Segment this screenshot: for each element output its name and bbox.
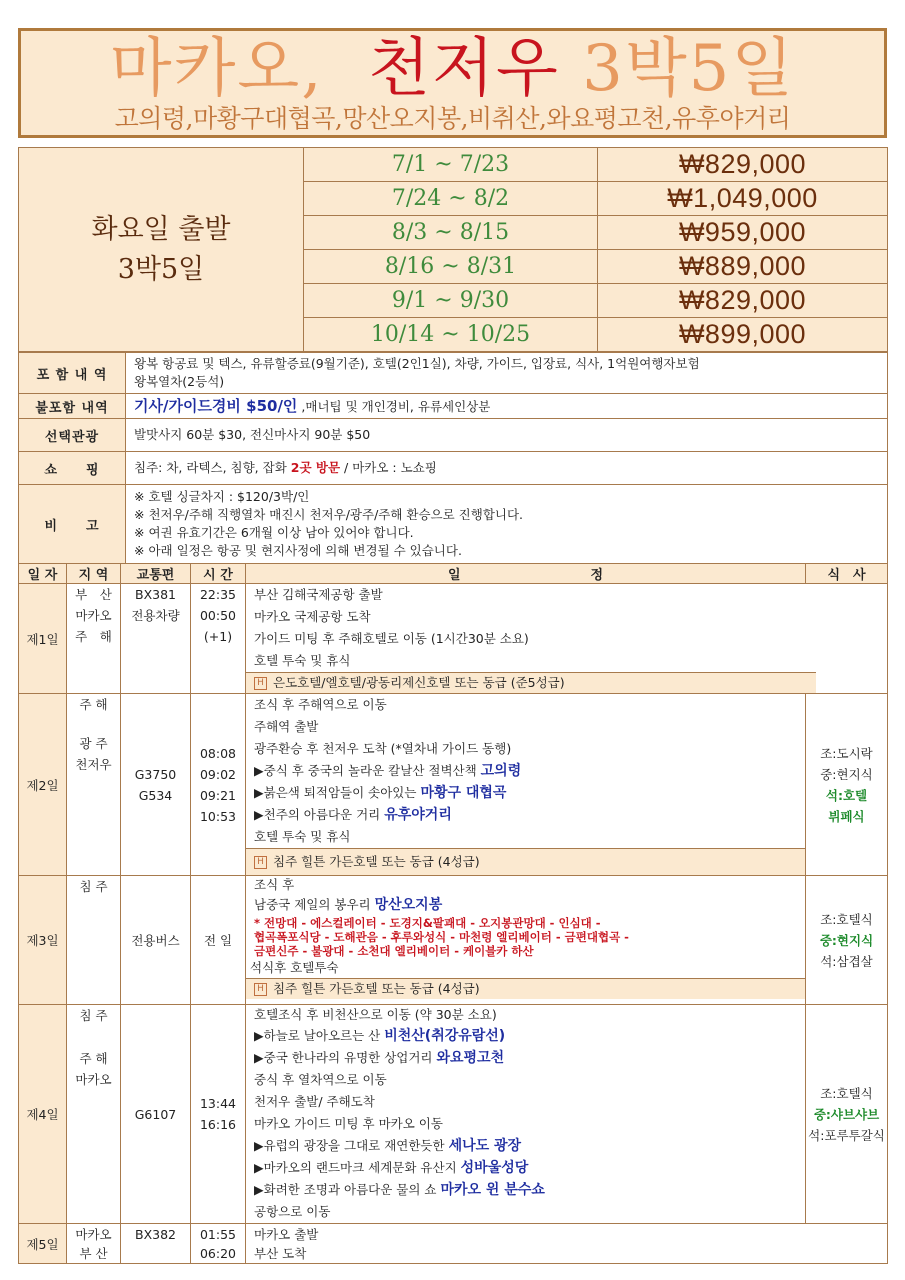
transport-item: 전용차량 (131, 608, 180, 623)
itinerary-line: 광주환승 후 천저우 도착 (*열차내 가이드 동행) (254, 741, 512, 756)
day-label: 제5일 (19, 1224, 67, 1264)
hotel-icon: H (254, 856, 267, 869)
itinerary-text: ▶화려한 조명과 아름다운 물의 쇼 (254, 1182, 441, 1197)
meal-item: 중:샤브샤브 (813, 1106, 880, 1122)
region-name: 부 산 (79, 1245, 108, 1261)
itinerary-text: ▶유럽의 광장을 그대로 재연한듯한 (254, 1138, 449, 1153)
header-itinerary: 일 정 (246, 564, 806, 584)
time-item: 전 일 (191, 876, 246, 1005)
transport-item: BX381 (135, 587, 176, 602)
info-table (18, 352, 888, 564)
day-row-3 (19, 876, 888, 1005)
region-name: 마카오 (75, 1226, 112, 1242)
shopping-value (126, 452, 888, 485)
region-name: 주 해 (75, 629, 112, 644)
day-row-4 (19, 1005, 888, 1224)
time-item: 06:20 (199, 1245, 237, 1261)
day-time (191, 694, 246, 876)
region-name: 부 산 (75, 587, 112, 602)
day-itinerary (246, 876, 806, 1005)
highlight-attraction: 세나도 광장 (448, 1138, 522, 1154)
day-region (67, 694, 121, 876)
highlight-attraction: 마카오 윈 분수쇼 (440, 1182, 545, 1198)
highlight-attraction: 마황구 대협곡 (420, 785, 507, 801)
day-itinerary (246, 694, 806, 876)
day-region (67, 1005, 121, 1224)
itinerary-line (254, 1025, 805, 1047)
itinerary-text: ▶중국 한나라의 유명한 상업거리 (254, 1050, 437, 1065)
transport-item: G3750 (134, 766, 177, 782)
included-line: 왕복 항공료 및 텍스, 유류할증료(9월기준), 호텔(2인1실), 차량, 가이드, 입장료, 식사, 1억원여행자보험 (134, 356, 700, 371)
note-line: ※ 아래 일정은 항공 및 현지사정에 의해 변경될 수 있습니다. (134, 543, 462, 558)
itinerary-line: 조식 후 주해역으로 이동 (254, 697, 387, 712)
header-day: 일 자 (19, 564, 67, 584)
day-label: 제2일 (19, 694, 67, 876)
day-label: 제4일 (19, 1005, 67, 1224)
itinerary-line: 조식 후 (254, 877, 295, 892)
itinerary-line: 부산 김해국제공항 출발 (254, 587, 383, 602)
note-line: ※ 여권 유효기간은 6개월 이상 남아 있어야 합니다. (134, 525, 414, 540)
page-subtitle: 고의령,마황구대협곡,망산오지봉,비취산,와요평고천,유후야거리 (114, 104, 791, 133)
departure-info (19, 148, 304, 352)
time-item: 13:44 (199, 1096, 237, 1111)
itinerary-line: 마카오 가이드 미팅 후 마카오 이동 (254, 1116, 443, 1131)
time-item: 16:16 (199, 1117, 237, 1132)
day-row-5 (19, 1224, 888, 1264)
meal-item: 석:호텔 (825, 787, 868, 803)
hotel-name: 침주 힐튼 가든호텔 또는 동급 (4성급) (273, 854, 480, 869)
excluded-value (126, 394, 888, 419)
itinerary-line: 중식 후 열차역으로 이동 (254, 1072, 387, 1087)
day-itinerary (246, 1224, 888, 1264)
highlight-attraction: 비천산(취강유람선) (384, 1028, 506, 1044)
itinerary-line (254, 1047, 805, 1069)
header-time: 시 간 (191, 564, 246, 584)
time-item: 10:53 (199, 808, 237, 824)
price-value: ₩829,000 (598, 148, 888, 182)
time-item: 22:35 (199, 587, 237, 602)
hotel-line (246, 848, 805, 875)
itinerary-line (254, 804, 805, 826)
itinerary-line: 가이드 미팅 후 주해호텔로 이동 (1시간30분 소요) (254, 631, 529, 646)
day-itinerary (246, 1005, 806, 1224)
day-meals (806, 694, 888, 876)
region-name: 마카오 (75, 608, 112, 623)
itinerary-line (254, 1135, 805, 1157)
itinerary-line: 호텔조식 후 비천산으로 이동 (약 30분 소요) (254, 1007, 497, 1022)
note-line: ※ 천저우/주해 직행열차 매진시 천저우/광주/주해 환승으로 진행합니다. (134, 507, 524, 522)
meal-item: 중:현지식 (820, 766, 873, 782)
time-item: 08:08 (199, 745, 237, 761)
price-value: ₩1,049,000 (598, 182, 888, 216)
itinerary-line: 마카오 출발 (254, 1226, 319, 1242)
guide-fee: 기사/가이드경비 $50/인 (134, 396, 298, 415)
meal-item: 조:호텔식 (820, 911, 873, 927)
price-value: ₩959,000 (598, 216, 888, 250)
price-value: ₩899,000 (598, 318, 888, 352)
day-time (191, 1224, 246, 1264)
itinerary-text: ▶천주의 아름다운 거리 (254, 807, 385, 822)
time-item: 00:50 (199, 608, 237, 623)
region-name: 침 주 (67, 876, 121, 1005)
itinerary-line (254, 1157, 805, 1179)
notes-label: 비 고 (19, 485, 126, 564)
meal-item: 석:삼겹살 (820, 953, 873, 969)
time-item: 09:02 (199, 766, 237, 782)
itinerary-line (254, 1179, 805, 1201)
title-part-duration: 3박5일 (582, 32, 796, 106)
day-transport (121, 694, 191, 876)
day-region (67, 584, 121, 694)
price-dates: 9/1 ~ 9/30 (304, 284, 598, 318)
transport-item: BX382 (121, 1224, 191, 1264)
itinerary-line: 천저우 출발/ 주해도착 (254, 1094, 375, 1109)
header-region: 지 역 (67, 564, 121, 584)
highlight-attraction: 와요평고천 (436, 1050, 505, 1066)
shopping-label: 쇼 핑 (19, 452, 126, 485)
region-name: 마카오 (75, 1072, 112, 1087)
day-label: 제3일 (19, 876, 67, 1005)
title-banner (18, 28, 887, 138)
course-line: 협곡폭포식당 - 도해관음 - 후루와성식 - 마천령 엘리베이터 - 금편대협곡 - (254, 930, 629, 944)
itinerary-line (254, 782, 805, 804)
meal-item: 뷔페식 (828, 808, 865, 824)
day-meals (806, 876, 888, 1005)
region-name: 주 해 (79, 697, 108, 712)
highlight-attraction: 망산오지봉 (374, 897, 443, 913)
price-dates: 8/16 ~ 8/31 (304, 250, 598, 284)
header-meal: 식 사 (806, 564, 888, 584)
shopping-pre: 침주: 차, 라텍스, 침향, 잡화 (134, 460, 291, 475)
optional-value: 발맛사지 60분 $30, 전신마사지 90분 $50 (126, 419, 888, 452)
price-table (18, 147, 888, 352)
day-region (67, 1224, 121, 1264)
included-line: 왕복열차(2등석) (134, 374, 225, 389)
departure-day: 화요일 출발 (91, 213, 231, 245)
header-transport: 교통편 (121, 564, 191, 584)
excluded-label: 불포함 내역 (19, 394, 126, 419)
day-itinerary (246, 584, 888, 694)
hotel-name: 은도호텔/엘호텔/광동리제신호텔 또는 동급 (준5성급) (273, 675, 565, 690)
title-part-chenzhou: 천저우 (368, 32, 560, 106)
itinerary-text: ▶붉은색 퇴적암들이 솟아있는 (254, 785, 421, 800)
excluded-rest: ,매너팁 및 개인경비, 유류세인상분 (297, 398, 491, 414)
meal-item: 조:호텔식 (820, 1085, 873, 1101)
hotel-icon: H (254, 983, 267, 996)
region-name: 광 주 (79, 736, 108, 751)
course-line: * 전망대 - 에스컬레이터 - 도경지&팔괘대 - 오지봉관망대 - 인심대 - (254, 916, 601, 930)
price-dates: 7/1 ~ 7/23 (304, 148, 598, 182)
day-meals (806, 1005, 888, 1224)
itinerary-line: 호텔 투숙 및 휴식 (254, 829, 351, 844)
itinerary-line: 호텔 투숙 및 휴식 (254, 653, 351, 668)
transport-item: 전용버스 (121, 876, 191, 1005)
schedule-table (18, 563, 888, 1264)
day-label: 제1일 (19, 584, 67, 694)
hotel-line (246, 978, 805, 999)
region-name: 침 주 (79, 1008, 108, 1023)
highlight-attraction: 고의령 (480, 763, 522, 779)
departure-duration: 3박5일 (117, 253, 205, 285)
day-time (191, 584, 246, 694)
itinerary-line (254, 894, 805, 916)
day-transport (121, 584, 191, 694)
itinerary-text: 남중국 제일의 봉우리 (254, 897, 375, 912)
itinerary-line: 마카오 국제공항 도착 (254, 609, 371, 624)
course-line: 금편신주 - 불광대 - 소천대 엘리베이터 - 케이블카 하산 (254, 944, 534, 958)
hotel-name: 침주 힐튼 가든호텔 또는 동급 (4성급) (273, 981, 480, 996)
itinerary-text: ▶하늘로 날아오르는 산 (254, 1028, 385, 1043)
itinerary-line: 공항으로 이동 (254, 1204, 331, 1219)
shopping-visits: 2곳 방문 (290, 460, 341, 475)
highlight-attraction: 유후야거리 (384, 807, 452, 823)
hotel-line (246, 672, 816, 693)
highlight-attraction: 성바울성당 (460, 1160, 529, 1176)
region-name: 천저우 (75, 757, 112, 772)
time-item: 01:55 (199, 1226, 237, 1242)
included-label: 포 함 내 역 (19, 353, 126, 394)
day-row-1 (19, 584, 888, 694)
price-value: ₩829,000 (598, 284, 888, 318)
price-dates: 8/3 ~ 8/15 (304, 216, 598, 250)
itinerary-text: ▶마카오의 랜드마크 세계문화 유산지 (254, 1160, 461, 1175)
price-dates: 7/24 ~ 8/2 (304, 182, 598, 216)
itinerary-line: 석식후 호텔투숙 (250, 960, 339, 975)
day-row-2 (19, 694, 888, 876)
meal-item: 중:현지식 (819, 932, 874, 948)
shopping-post: / 마카오 : 노쇼핑 (340, 460, 437, 475)
page-title (21, 33, 884, 105)
transport-item: G534 (138, 787, 173, 803)
meal-item: 조:도시락 (820, 745, 873, 761)
notes-value (126, 485, 888, 564)
time-item: 09:21 (199, 787, 237, 803)
itinerary-line: 주해역 출발 (254, 719, 319, 734)
hotel-icon: H (254, 677, 267, 690)
title-part-macau: 마카오, (109, 32, 324, 106)
price-value: ₩889,000 (598, 250, 888, 284)
transport-item: G6107 (121, 1005, 191, 1224)
included-value (126, 353, 888, 394)
itinerary-line (254, 760, 805, 782)
region-name: 주 해 (79, 1051, 108, 1066)
itinerary-line: 부산 도착 (254, 1245, 307, 1261)
meal-item: 석:포루투갈식 (808, 1127, 885, 1143)
time-item: (+1) (203, 629, 233, 644)
price-dates: 10/14 ~ 10/25 (304, 318, 598, 352)
day-time (191, 1005, 246, 1224)
optional-label: 선택관광 (19, 419, 126, 452)
itinerary-text: ▶중식 후 중국의 놀라운 칼날산 절벽산책 (254, 763, 481, 778)
note-line: ※ 호텔 싱글차지 : $120/3박/인 (134, 489, 310, 504)
